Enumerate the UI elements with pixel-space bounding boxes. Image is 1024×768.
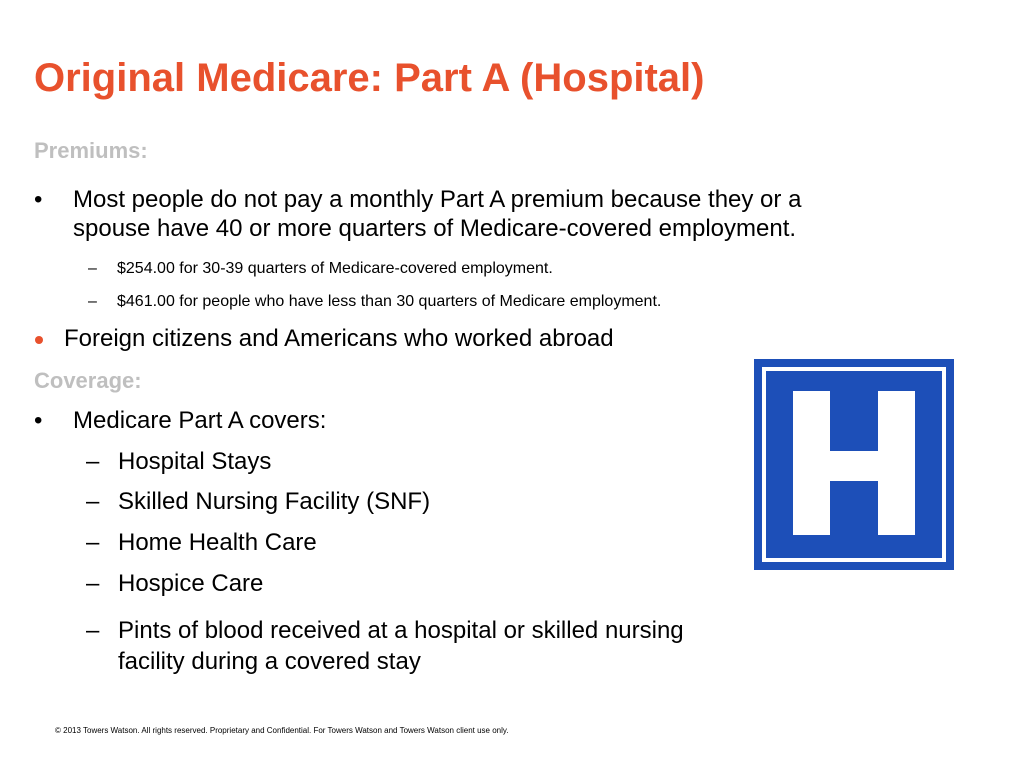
premiums-main-line-1: Most people do not pay a monthly Part A premium because they or a <box>73 186 802 213</box>
hospital-sign-icon <box>754 359 954 570</box>
premiums-sub-item-1: $254.00 for 30-39 quarters of Medicare-covered employment. <box>117 260 553 277</box>
coverage-item-hospice: Hospice Care <box>118 570 264 597</box>
slide-title: Original Medicare: Part A (Hospital) <box>34 56 705 100</box>
coverage-item-home-health: Home Health Care <box>118 529 317 556</box>
foreign-citizens-line: Foreign citizens and Americans who worked abroad <box>64 325 614 352</box>
coverage-sub-dash-2: – <box>86 488 100 515</box>
premiums-sub-dash-1: – <box>88 260 97 277</box>
coverage-item-blood-line-1: Pints of blood received at a hospital or skilled nursing <box>118 617 684 644</box>
premiums-heading: Premiums: <box>34 138 148 163</box>
coverage-heading: Coverage: <box>34 368 142 393</box>
coverage-sub-dash-5: – <box>86 617 100 644</box>
coverage-sub-dash-1: – <box>86 448 100 475</box>
premiums-main-line-2: spouse have 40 or more quarters of Medicare-covered employment. <box>73 215 797 242</box>
coverage-item-blood-line-2: facility during a covered stay <box>118 648 421 675</box>
coverage-bullet-mark: • <box>34 407 43 434</box>
orange-bullet-dot <box>35 336 43 344</box>
coverage-item-hospital-stays: Hospital Stays <box>118 448 272 475</box>
premiums-sub-item-2: $461.00 for people who have less than 30 quarters of Medicare employment. <box>117 293 662 310</box>
sign-h-crossbar <box>824 451 884 481</box>
coverage-sub-dash-3: – <box>86 529 100 556</box>
copyright-footer: © 2013 Towers Watson. All rights reserved. Proprietary and Confidential. For Towers Watson and Towers Watson client use only. <box>55 726 509 735</box>
coverage-main-line: Medicare Part A covers: <box>73 407 327 434</box>
premiums-sub-dash-2: – <box>88 293 97 310</box>
coverage-item-snf: Skilled Nursing Facility (SNF) <box>118 488 431 515</box>
premiums-bullet-mark: • <box>34 186 43 213</box>
coverage-sub-dash-4: – <box>86 570 100 597</box>
